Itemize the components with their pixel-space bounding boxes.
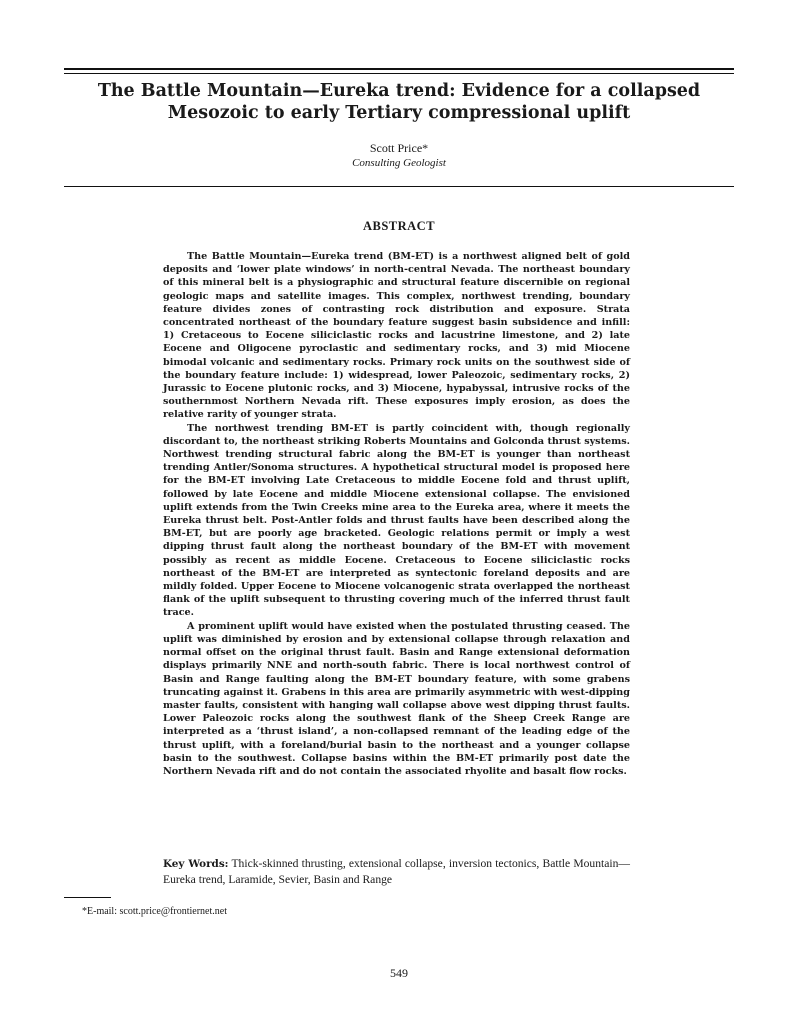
page-number: 549: [390, 966, 408, 980]
author-affiliation: Consulting Geologist: [352, 157, 446, 169]
keywords: [163, 856, 630, 887]
keywords-label: Key Words:: [163, 858, 229, 870]
abstract-paragraph: The Battle Mountain—Eureka trend (BM-ET) is a northwest aligned belt of gold deposits and ‘lower plate windows’ in north-central Nevada. The northeast boundary of this mineral belt is a physiographic and structural feature discernible on regional geologic maps and satellite images. This complex, northwest trending, boundary feature divides zones of contrasting rock distribution and exposure. Strata concentrated northeast of the boundary feature suggest basin subsidence and infill: 1) Cretaceous to Eocene siliciclastic rocks and lacustrine limestone, and 2) late Eocene and Oligocene pyroclastic and sedimentary rocks, and 3) mid Miocene bimodal volcanic and sedimentary rocks. Primary rock units on the southwest side of the boundary feature include: 1) widespread, lower Paleozoic, sedimentary rocks, 2) Jurassic to Eocene plutonic rocks, and 3) Miocene, hypabyssal, intrusive rocks of the southernmost Northern Nevada rift. These exposures imply erosion, as does the relative rarity of younger strata.: [163, 251, 630, 421]
keywords-text: Thick-skinned thrusting, extensional collapse, inversion tectonics, Battle Mountain—Eureka trend, Laramide, Sevier, Basin and Range: [163, 857, 630, 886]
title-block-rule: [64, 186, 734, 187]
title-line-1: The Battle Mountain—Eureka trend: Evidence for a collapsed: [97, 81, 701, 101]
title-line-2: Mesozoic to early Tertiary compressional uplift: [167, 103, 631, 123]
author-email-footnote: *E-mail: scott.price@frontiernet.net: [82, 906, 227, 917]
footnote-rule: [64, 897, 111, 898]
abstract-body: [163, 250, 630, 778]
abstract-heading: ABSTRACT: [362, 219, 436, 233]
paper-title: [64, 80, 734, 124]
abstract-paragraph: The northwest trending BM-ET is partly coincident with, though regionally discordant to, the northeast striking Roberts Mountains and Golconda thrust systems. Northwest trending structural fabric along the BM-ET is younger than northeast trending Antler/Sonoma structures. A hypothetical structural model is proposed here for the BM-ET involving Late Cretaceous to middle Eocene fold and thrust uplift, followed by late Eocene and middle Miocene extensional collapse. The envisioned uplift extends from the Twin Creeks mine area to the Eureka area, where it meets the Eureka thrust belt. Post-Antler folds and thrust faults have been described along the BM-ET, but are poorly age bracketed. Geologic relations permit or imply a west dipping thrust fault along the northeast boundary of the BM-ET with movement possibly as recent as middle Eocene. Cretaceous to Eocene siliciclastic rocks northeast of the BM-ET are interpreted as syntectonic foreland deposits and are mildly folded. Upper Eocene to Miocene volcanogenic strata overlapped the northeast flank of the uplift subsequent to thrusting covering much of the inferred thrust fault trace.: [163, 422, 630, 619]
header-rule-bottom: [64, 73, 734, 74]
author-name: Scott Price*: [369, 141, 429, 155]
header-rule-top: [64, 68, 734, 70]
abstract-paragraph: A prominent uplift would have existed when the postulated thrusting ceased. The uplift was diminished by erosion and by extensional collapse through relaxation and normal offset on the original thrust fault. Basin and Range extensional deformation displays primarily NNE and north-south fabric. There is local northwest control of Basin and Range faulting along the BM-ET boundary feature, with some grabens truncating against it. Grabens in this area are primarily asymmetric with west-dipping master faults, consistent with hanging wall collapse above west dipping thrust faults. Lower Paleozoic rocks along the southwest flank of the Sheep Creek Range are interpreted as a ‘thrust island’, a non-collapsed remnant of the leading edge of the thrust uplift, with a foreland/burial basin to the northeast and a younger collapse basin to the southwest. Collapse basins within the BM-ET primarily post date the Northern Nevada rift and do not contain the associated rhyolite and basalt flow rocks.: [163, 620, 630, 777]
